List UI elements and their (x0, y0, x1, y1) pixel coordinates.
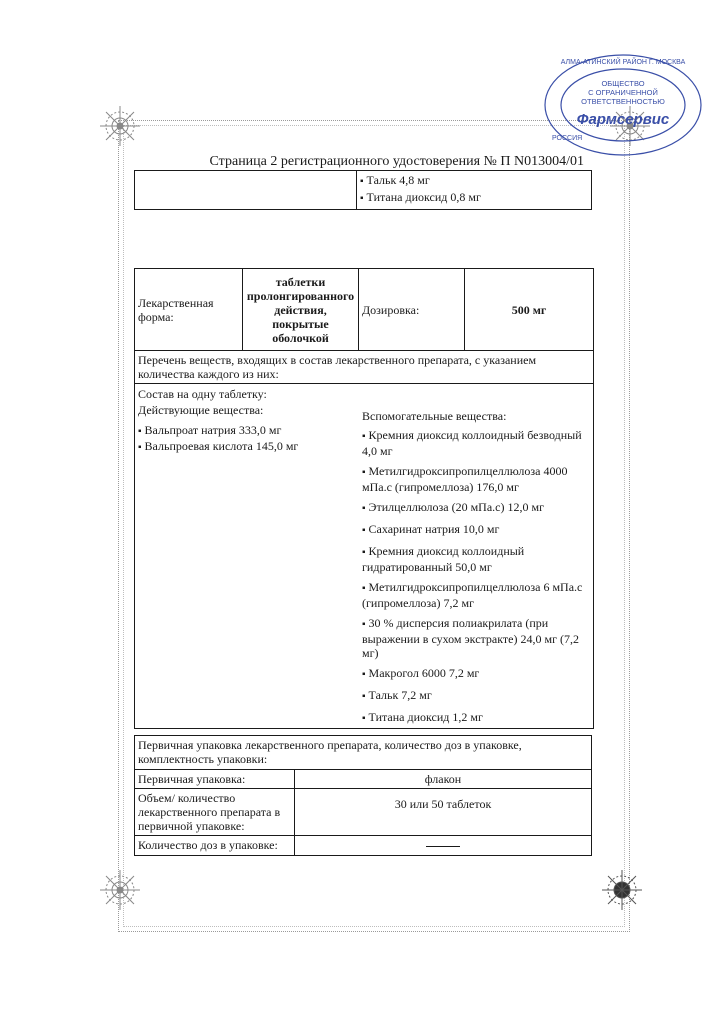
list-item: ▪ Метилгидроксипропилцеллюлоза 6 мПа.с (гипромеллоза) 7,2 мг (362, 580, 583, 610)
list-item: ▪ Вальпроевая кислота 145,0 мг (138, 439, 299, 453)
dosage-label: Дозировка: (359, 269, 465, 351)
packaging-label: Первичная упаковка: (135, 770, 295, 789)
packaging-label: Количество доз в упаковке: (135, 836, 295, 856)
active-title: Действующие вещества: (138, 403, 264, 417)
packaging-table (134, 735, 592, 856)
continued-table (134, 170, 592, 210)
company-stamp (538, 48, 708, 163)
list-item: ▪ Кремния диоксид коллоидный безводный 4,0 мг (362, 428, 582, 458)
list-item: ▪ Тальк 7,2 мг (362, 688, 432, 702)
corner-ornament-icon (98, 104, 142, 148)
list-item: ▪ Титана диоксид 1,2 мг (362, 710, 483, 724)
list-item: ▪ Сахаринат натрия 10,0 мг (362, 522, 500, 536)
stamp-name: Фармсервис (576, 111, 670, 128)
list-item: ▪ Вальпроат натрия 333,0 мг (138, 423, 282, 437)
form-label: Лекарственная форма: (135, 269, 243, 351)
list-item: ▪ Этилцеллюлоза (20 мПа.с) 12,0 мг (362, 500, 544, 514)
excipients-list (362, 428, 590, 726)
dosage-value: 500 мг (465, 269, 594, 351)
list-item: ▪ Титана диоксид 0,8 мг (360, 190, 481, 204)
stamp-ring-text: АЛМА-АТИНСКИЙ РАЙОН Г. МОСКВА (560, 59, 686, 66)
corner-ornament-icon (600, 868, 644, 912)
packaging-label: Объем/ количество лекарственного препарата в первичной упаковке: (135, 789, 295, 836)
svg-text:ОТВЕТСТВЕННОСТЬЮ: ОТВЕТСТВЕННОСТЬЮ (581, 97, 665, 106)
page-title: Страница 2 регистрационного удостоверения № П N013004/01 (209, 154, 584, 169)
svg-text:ОБЩЕСТВО: ОБЩЕСТВО (601, 79, 645, 88)
svg-text:РОССИЯ: РОССИЯ (552, 135, 583, 142)
empty-dash (426, 846, 460, 847)
packaging-title: Первичная упаковка лекарственного препарата, количество доз в упаковке, комплектность упаковки: (135, 736, 592, 770)
excipients-title: Вспомогательные вещества: (362, 409, 507, 423)
list-item: ▪ Макрогол 6000 7,2 мг (362, 666, 480, 680)
corner-ornament-icon (98, 868, 142, 912)
svg-text:С ОГРАНИЧЕННОЙ: С ОГРАНИЧЕННОЙ (588, 88, 658, 97)
form-table (134, 268, 594, 729)
packaging-value: 30 или 50 таблеток (295, 789, 592, 836)
packaging-value: флакон (295, 770, 592, 789)
packaging-value (295, 836, 592, 856)
list-title: Перечень веществ, входящих в состав лекарственного препарата, с указанием количества каждого из них: (135, 351, 594, 384)
list-item: ▪ Кремния диоксид коллоидный гидратированный 50,0 мг (362, 544, 525, 574)
form-value: таблетки пролонгированного действия, покрытые оболочкой (243, 269, 359, 351)
continued-list (360, 173, 588, 206)
list-item: ▪ Метилгидроксипропилцеллюлоза 4000 мПа.с (гипромеллоза) 176,0 мг (362, 464, 568, 494)
composition-title: Состав на одну таблетку: (138, 387, 267, 401)
list-item: ▪ 30 % дисперсия полиакрилата (при выражении в сухом экстракте) 24,0 мг (7,2 мг) (362, 616, 579, 660)
list-item: ▪ Тальк 4,8 мг (360, 173, 430, 187)
active-list (138, 423, 362, 455)
